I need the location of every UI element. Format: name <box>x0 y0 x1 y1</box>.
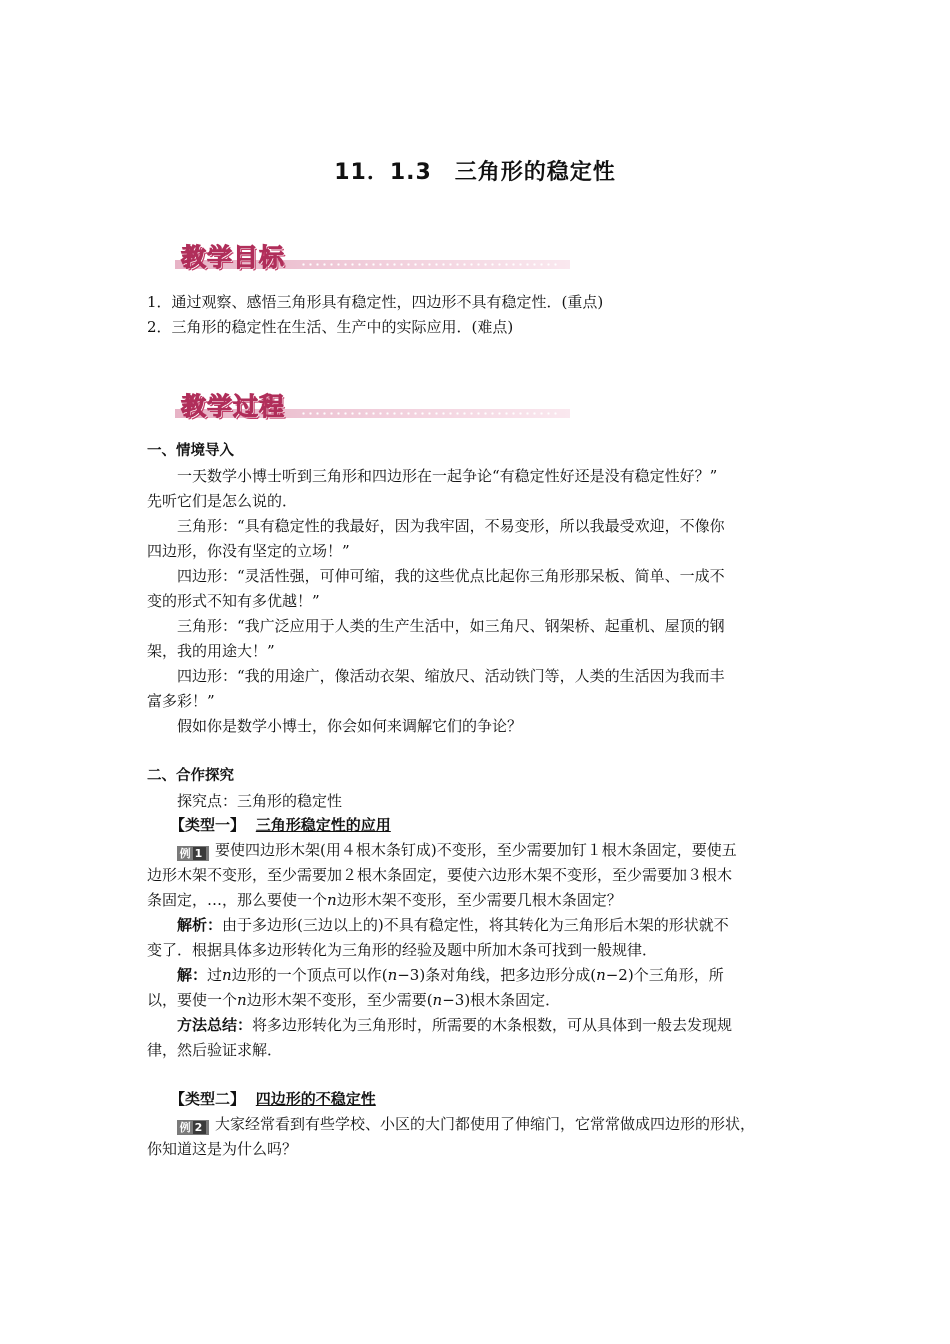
analysis-line: 解析：由于多边形(三边以上的)不具有稳定性，将其转化为三角形后木架的形状就不 <box>177 916 729 934</box>
example-line: 例 1 要使四边形木架(用４根木条钉成)不变形，至少需要加钉１根木条固定，要使五 <box>177 838 842 863</box>
example-badge: 例 1 <box>177 846 209 861</box>
paragraph-line: 四边形，你没有坚定的立场！” <box>147 542 350 560</box>
solution-line: 解：过n边形的一个顶点可以作(n−3)条对角线，把多边形分成(n−2)个三角形，所 <box>177 966 724 984</box>
banner-dots <box>300 412 560 415</box>
banner-dots <box>300 263 560 266</box>
summary-line: 律，然后验证求解． <box>147 1041 283 1059</box>
paragraph-line: 四边形：“我的用途广，像活动衣架、缩放尺、活动铁门等，人类的生活因为我而丰 <box>177 667 725 685</box>
example-line: 边形木架不变形，至少需要加２根木条固定，要使六边形木架不变形，至少需要加３根木 <box>147 866 733 884</box>
banner-teaching-process <box>175 387 570 423</box>
analysis-label: 解析： <box>177 916 223 934</box>
section-heading: 二、合作探究 <box>147 768 234 784</box>
type-header <box>170 1087 835 1112</box>
paragraph-line: 三角形：“具有稳定性的我最好，因为我牢固，不易变形，所以我最受欢迎，不像你 <box>177 517 725 535</box>
type-header <box>170 813 835 838</box>
type-tag: 【类型二】 <box>170 1090 246 1108</box>
paragraph-line: 富多彩！” <box>147 692 215 710</box>
banner-label: 教学目标 <box>181 243 286 272</box>
paragraph-line: 假如你是数学小博士，你会如何来调解它们的争论？ <box>177 717 523 735</box>
section-heading: 一、情境导入 <box>147 443 234 459</box>
example-line: 例 2 大家经常看到有些学校、小区的大门都使用了伸缩门，它常常做成四边形的形状， <box>177 1112 842 1137</box>
summary-label: 方法总结： <box>177 1016 253 1034</box>
page-title: 11．1.3 三角形的稳定性 <box>334 160 616 185</box>
paragraph-line: 先听它们是怎么说的． <box>147 492 298 510</box>
paragraph-line: 四边形：“灵活性强，可伸可缩，我的这些优点比起你三角形那呆板、简单、一成不 <box>177 567 725 585</box>
explore-point: 探究点：三角形的稳定性 <box>177 792 343 810</box>
summary-line: 方法总结：将多边形转化为三角形时，所需要的木条根数，可从具体到一般去发现规 <box>177 1016 733 1034</box>
paragraph-line: 变的形式不知有多优越！” <box>147 592 320 610</box>
paragraph-line: 三角形：“我广泛应用于人类的生产生活中，如三角尺、钢架桥、起重机、屋顶的钢 <box>177 617 725 635</box>
example-line: 你知道这是为什么吗？ <box>147 1140 298 1158</box>
type-title: 三角形稳定性的应用 <box>255 816 391 834</box>
example-badge: 例 2 <box>177 1120 209 1135</box>
type-tag: 【类型一】 <box>170 816 246 834</box>
banner-teaching-goals <box>175 238 570 274</box>
paragraph-line: 架，我的用途大！” <box>147 642 275 660</box>
paragraph-line: 一天数学小博士听到三角形和四边形在一起争论“有稳定性好还是没有稳定性好？” <box>177 467 718 485</box>
goal-item: 2．三角形的稳定性在生活、生产中的实际应用．(难点) <box>147 318 514 336</box>
banner-label: 教学过程 <box>181 392 286 421</box>
variable-n: n <box>327 891 337 909</box>
type-title: 四边形的不稳定性 <box>255 1090 376 1108</box>
solution-line: 以，要使一个n边形木架不变形，至少需要(n−3)根木条固定． <box>147 991 561 1009</box>
goal-item: 1．通过观察、感悟三角形具有稳定性，四边形不具有稳定性．(重点) <box>147 293 604 311</box>
example-line: 条固定，…，那么要使一个n边形木架不变形，至少需要几根木条固定？ <box>147 891 622 909</box>
solution-label: 解： <box>177 966 208 984</box>
analysis-line: 变了．根据具体多边形转化为三角形的经验及题中所加木条可找到一般规律． <box>147 941 658 959</box>
